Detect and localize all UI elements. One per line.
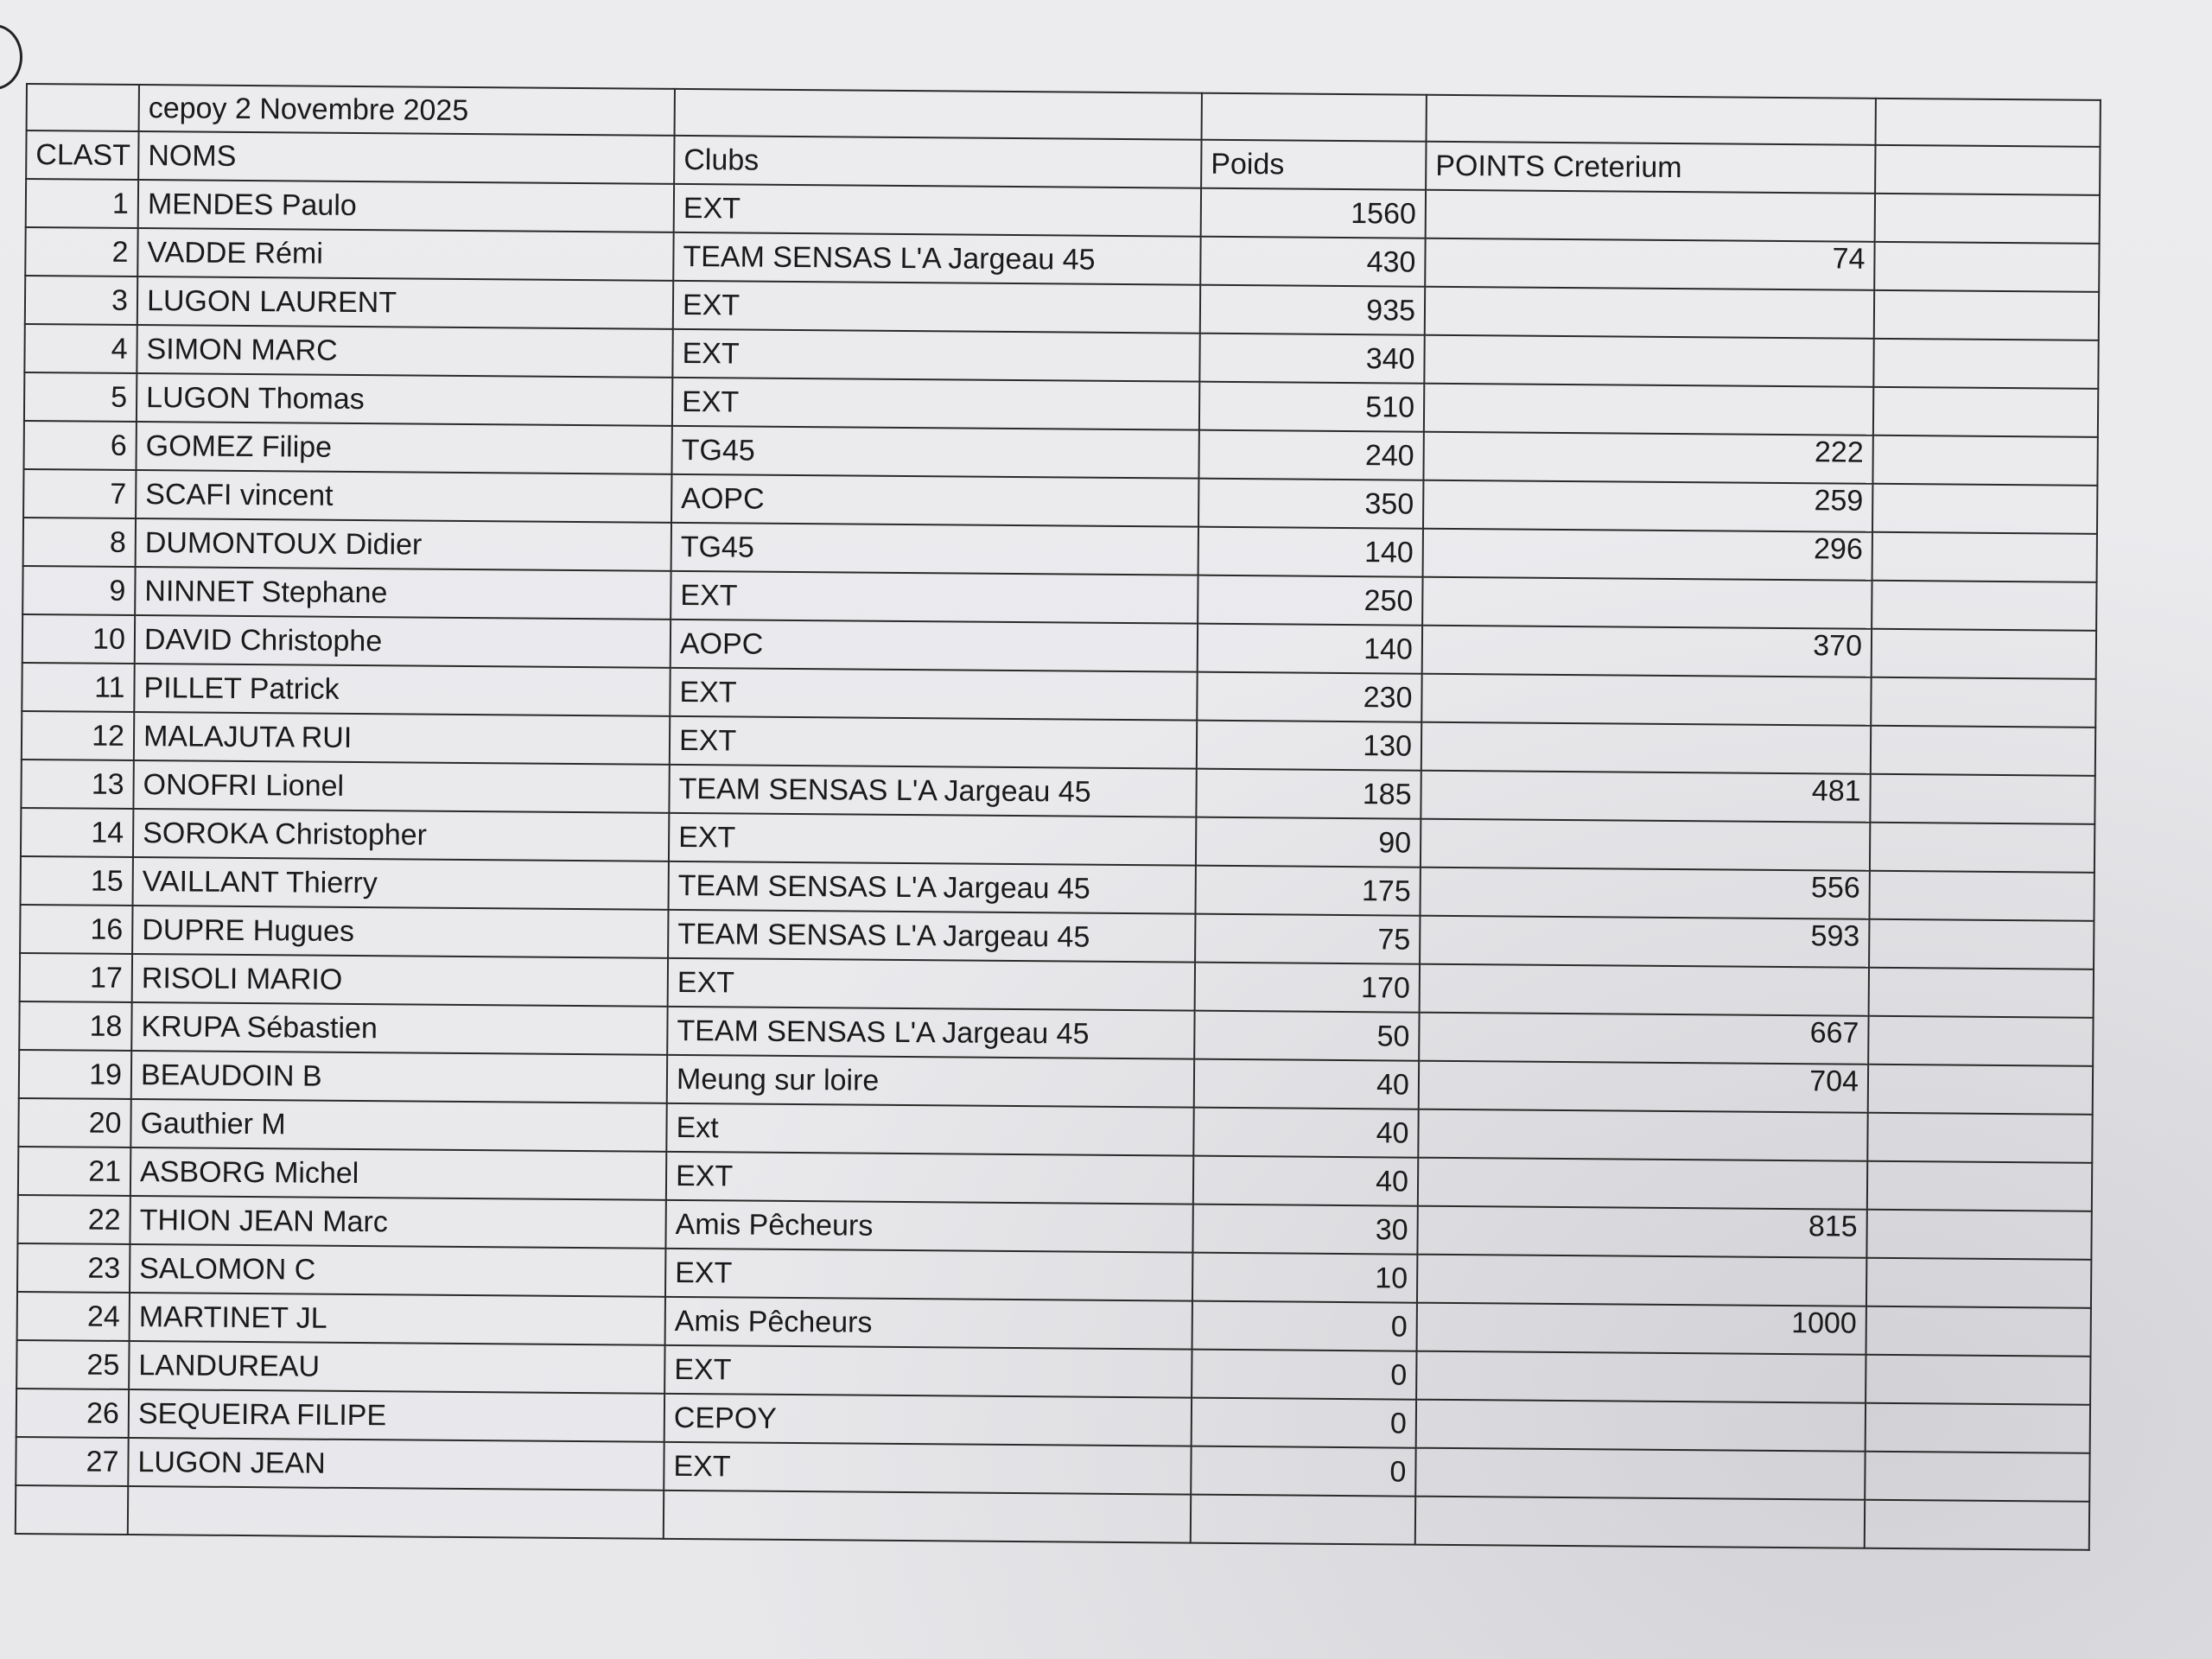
name-cell: SEQUEIRA FILIPE [129, 1389, 664, 1442]
weight-cell: 140 [1198, 624, 1422, 674]
weight-cell: 40 [1193, 1156, 1418, 1206]
rank-cell: 2 [25, 227, 137, 276]
points-cell [1416, 1351, 1866, 1403]
empty-cell [1871, 677, 2095, 728]
empty-cell [1874, 242, 2099, 292]
name-cell: KRUPA Sébastien [131, 1002, 667, 1055]
weight-cell: 250 [1198, 575, 1422, 626]
club-cell: EXT [671, 571, 1198, 624]
points-cell [1421, 674, 1871, 726]
club-cell: Ext [666, 1103, 1193, 1156]
empty-cell [1872, 581, 2096, 631]
club-cell: EXT [664, 1442, 1191, 1495]
empty-cell [1870, 774, 2094, 824]
name-cell: RISOLI MARIO [132, 954, 668, 1007]
points-cell: 1000 [1417, 1303, 1866, 1355]
club-cell: AOPC [671, 620, 1198, 672]
empty-cell [664, 1491, 1191, 1543]
club-cell: EXT [672, 378, 1199, 430]
empty-cell [1870, 823, 2094, 873]
rank-cell: 10 [22, 614, 135, 664]
empty-cell [1873, 387, 2098, 437]
club-cell: EXT [668, 958, 1195, 1011]
name-cell: DUMONTOUX Didier [136, 518, 671, 571]
results-table [15, 83, 2101, 1551]
club-cell: Amis Pêcheurs [665, 1200, 1192, 1253]
empty-cell [1872, 435, 2097, 486]
name-cell: BEAUDOIN B [131, 1051, 667, 1103]
weight-cell: 240 [1198, 430, 1423, 480]
header-name: NOMS [138, 131, 674, 184]
weight-cell: 0 [1191, 1446, 1415, 1497]
empty-cell [1871, 726, 2095, 776]
empty-cell [16, 1485, 128, 1535]
empty-cell [1866, 1258, 2091, 1308]
empty-cell [1872, 484, 2097, 534]
empty-cell [1868, 1065, 2093, 1115]
binder-hole-mark [0, 24, 22, 90]
weight-cell: 50 [1194, 1011, 1419, 1061]
header-rank: CLAST [26, 130, 138, 180]
weight-cell: 510 [1199, 382, 1424, 432]
club-cell: Meung sur loire [667, 1055, 1194, 1108]
club-cell: TG45 [671, 426, 1198, 479]
points-cell: 259 [1423, 480, 1872, 532]
points-cell: 222 [1423, 432, 1872, 484]
points-cell [1415, 1448, 1865, 1500]
rank-cell: 13 [21, 760, 133, 809]
empty-cell [1867, 1161, 2092, 1211]
points-cell: 481 [1421, 771, 1870, 823]
points-cell: 556 [1420, 868, 1869, 919]
club-cell: EXT [665, 1249, 1192, 1301]
club-cell: TG45 [671, 523, 1198, 575]
club-cell: EXT [670, 716, 1197, 769]
empty-cell [1866, 1403, 2090, 1453]
weight-cell: 40 [1194, 1059, 1419, 1109]
name-cell: SCAFI vincent [136, 470, 671, 523]
name-cell: NINNET Stephane [135, 567, 671, 620]
points-cell [1421, 819, 1870, 871]
name-cell: DUPRE Hugues [132, 906, 668, 958]
points-cell [1416, 1400, 1866, 1452]
club-cell: EXT [666, 1152, 1193, 1205]
weight-cell: 0 [1192, 1398, 1416, 1448]
name-cell: VAILLANT Thierry [133, 857, 669, 910]
rank-cell: 23 [17, 1243, 130, 1293]
weight-cell: 185 [1196, 769, 1421, 819]
points-cell [1420, 964, 1869, 1016]
club-cell: AOPC [671, 474, 1198, 527]
name-cell: ONOFRI Lionel [133, 760, 669, 813]
empty-cell [1202, 93, 1427, 142]
empty-cell [1865, 1452, 2089, 1502]
empty-cell [1875, 145, 2100, 195]
name-cell: LUGON JEAN [128, 1438, 664, 1491]
empty-cell [1874, 290, 2099, 340]
empty-cell [1191, 1495, 1415, 1545]
rank-cell: 6 [23, 421, 136, 470]
header-points: POINTS Creterium [1426, 142, 1875, 194]
rank-cell: 22 [17, 1195, 130, 1244]
rank-cell: 5 [24, 372, 137, 422]
name-cell: ASBORG Michel [130, 1147, 666, 1200]
rank-cell: 26 [16, 1389, 129, 1438]
points-cell: 593 [1420, 916, 1869, 968]
empty-cell [1869, 968, 2094, 1018]
rank-cell: 19 [19, 1050, 131, 1099]
points-cell: 74 [1425, 238, 1874, 290]
rank-cell: 25 [16, 1340, 129, 1389]
name-cell: SOROKA Christopher [133, 809, 669, 861]
club-cell: TEAM SENSAS L'A Jargeau 45 [668, 910, 1195, 963]
club-cell: Amis Pêcheurs [665, 1297, 1192, 1350]
name-cell: LUGON LAURENT [137, 276, 673, 329]
header-club: Clubs [674, 136, 1201, 188]
empty-cell [1872, 532, 2097, 582]
event-title: cepoy 2 Novembre 2025 [139, 85, 675, 136]
empty-cell [1868, 1016, 2093, 1066]
weight-cell: 140 [1198, 527, 1423, 577]
club-cell: EXT [664, 1345, 1192, 1398]
empty-cell [27, 84, 139, 131]
points-cell [1426, 190, 1875, 242]
weight-cell: 230 [1197, 672, 1421, 722]
empty-cell [1876, 99, 2101, 147]
empty-cell [675, 89, 1202, 140]
weight-cell: 170 [1195, 963, 1420, 1013]
points-cell [1425, 287, 1874, 339]
name-cell: DAVID Christophe [135, 615, 671, 668]
rank-cell: 17 [20, 953, 132, 1002]
club-cell: EXT [670, 668, 1197, 721]
points-cell [1424, 384, 1873, 435]
name-cell: SIMON MARC [137, 325, 672, 378]
name-cell: GOMEZ Filipe [136, 422, 671, 474]
weight-cell: 0 [1192, 1350, 1416, 1400]
weight-cell: 0 [1192, 1301, 1417, 1351]
empty-cell [1415, 1497, 1865, 1548]
empty-cell [1872, 629, 2096, 679]
weight-cell: 30 [1192, 1205, 1417, 1255]
weight-cell: 40 [1193, 1108, 1418, 1158]
rank-cell: 24 [17, 1292, 130, 1341]
points-cell: 815 [1417, 1206, 1866, 1258]
empty-cell [1866, 1355, 2090, 1405]
weight-cell: 350 [1198, 479, 1423, 529]
name-cell: PILLET Patrick [134, 664, 670, 716]
club-cell: CEPOY [664, 1394, 1192, 1446]
points-cell [1417, 1255, 1866, 1306]
empty-cell [1873, 339, 2098, 389]
rank-cell: 21 [18, 1147, 130, 1196]
weight-cell: 340 [1199, 334, 1424, 384]
weight-cell: 935 [1200, 285, 1425, 335]
rank-cell: 1 [26, 179, 138, 228]
name-cell: MARTINET JL [130, 1293, 665, 1345]
weight-cell: 130 [1197, 721, 1421, 771]
points-cell: 667 [1419, 1013, 1868, 1065]
empty-cell [1866, 1210, 2091, 1260]
rank-cell: 15 [21, 856, 133, 906]
club-cell: TEAM SENSAS L'A Jargeau 45 [667, 1007, 1194, 1059]
weight-cell: 75 [1195, 914, 1420, 964]
points-cell [1422, 577, 1872, 629]
name-cell: MALAJUTA RUI [134, 712, 670, 765]
rank-cell: 20 [18, 1098, 130, 1147]
rank-cell: 9 [22, 566, 135, 615]
name-cell: Gauthier M [130, 1099, 666, 1152]
rank-cell: 4 [24, 324, 137, 373]
points-cell [1421, 722, 1871, 774]
rank-cell: 12 [22, 711, 134, 760]
name-cell: THION JEAN Marc [130, 1196, 665, 1249]
club-cell: EXT [672, 329, 1199, 382]
points-cell: 704 [1419, 1061, 1868, 1113]
empty-cell [1867, 1113, 2092, 1163]
points-cell: 296 [1423, 529, 1872, 581]
club-cell: TEAM SENSAS L'A Jargeau 45 [669, 861, 1196, 914]
weight-cell: 1560 [1201, 188, 1426, 238]
rank-cell: 27 [16, 1437, 128, 1486]
rank-cell: 16 [20, 905, 132, 954]
rank-cell: 7 [23, 469, 136, 518]
club-cell: EXT [674, 184, 1201, 237]
club-cell: TEAM SENSAS L'A Jargeau 45 [673, 232, 1200, 285]
weight-cell: 90 [1196, 817, 1421, 868]
empty-cell [1869, 919, 2094, 969]
points-cell: 370 [1422, 626, 1872, 677]
points-cell [1418, 1158, 1867, 1210]
club-cell: TEAM SENSAS L'A Jargeau 45 [669, 765, 1196, 817]
club-cell: EXT [673, 281, 1200, 334]
name-cell: LUGON Thomas [137, 373, 672, 426]
name-cell: MENDES Paulo [138, 180, 674, 232]
rank-cell: 3 [25, 276, 137, 325]
name-cell: SALOMON C [130, 1244, 665, 1297]
header-weight: Poids [1201, 140, 1426, 190]
empty-cell [128, 1486, 664, 1539]
empty-cell [1869, 871, 2094, 921]
empty-cell [1875, 194, 2100, 244]
empty-cell [1865, 1500, 2089, 1550]
rank-cell: 18 [19, 1001, 131, 1051]
club-cell: EXT [669, 813, 1196, 866]
results-table-wrapper [15, 83, 2203, 1552]
empty-cell [1427, 95, 1876, 145]
weight-cell: 175 [1195, 866, 1420, 916]
rank-cell: 8 [23, 518, 136, 567]
weight-cell: 10 [1192, 1253, 1417, 1303]
name-cell: LANDUREAU [129, 1341, 664, 1394]
rank-cell: 14 [21, 808, 133, 857]
rank-cell: 11 [22, 663, 134, 712]
name-cell: VADDE Rémi [137, 228, 673, 281]
weight-cell: 430 [1200, 237, 1425, 287]
empty-cell [1866, 1306, 2091, 1357]
points-cell [1424, 335, 1873, 387]
points-cell [1418, 1109, 1867, 1161]
